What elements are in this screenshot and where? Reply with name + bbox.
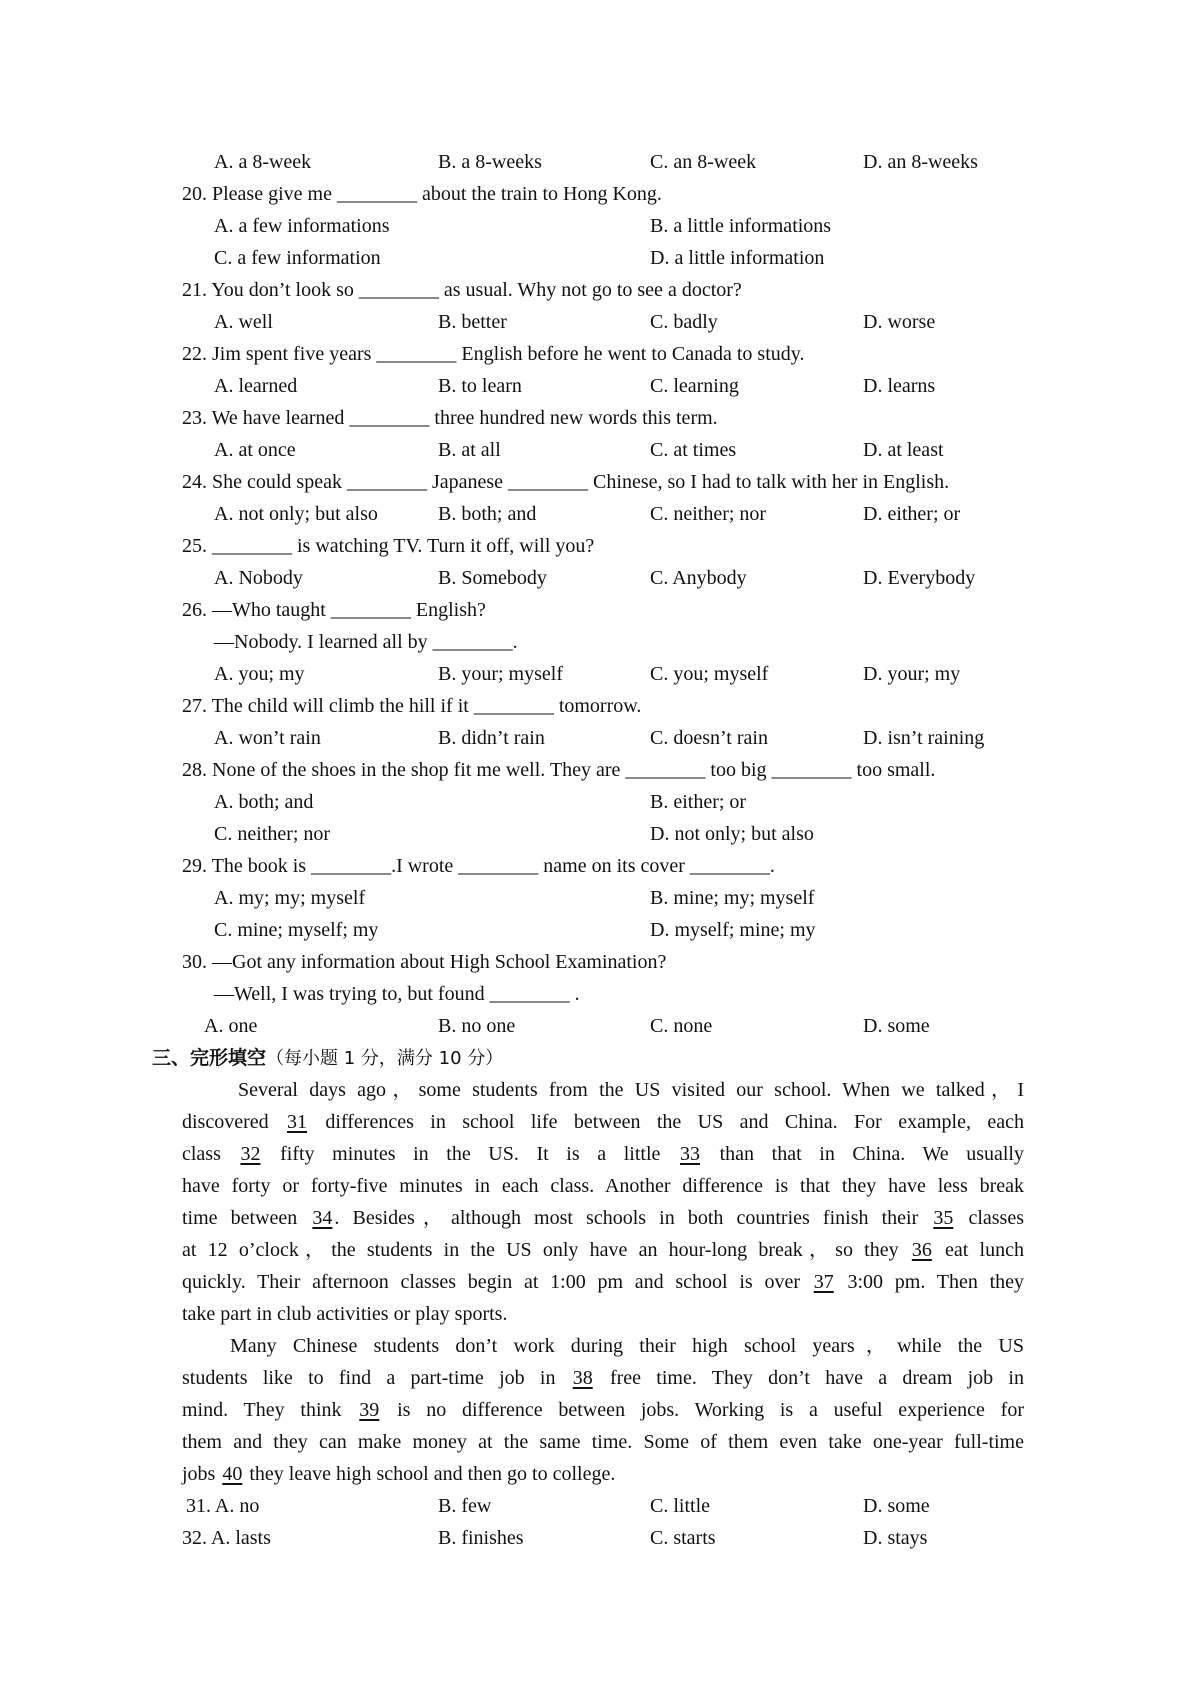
- option-d: D. learns: [863, 375, 936, 397]
- option-b: B. either; or: [650, 791, 747, 813]
- passage-text: fifty minutes in the US. It is a little: [262, 1143, 679, 1165]
- option-d: D. stays: [863, 1527, 928, 1549]
- option-b: B. to learn: [438, 375, 522, 397]
- option-d: D. either; or: [863, 503, 961, 525]
- question-26-options: [214, 658, 1020, 690]
- blank-40: 40: [222, 1463, 243, 1485]
- question-23-options: [214, 434, 1020, 466]
- question-30-stem-reply: —Well, I was trying to, but found ________ .: [214, 983, 580, 1005]
- blank-31: 31: [287, 1111, 308, 1133]
- option-b: B. Somebody: [438, 567, 547, 589]
- passage-line: [182, 1458, 1024, 1490]
- question-24-stem: 24. She could speak ________ Japanese ________ Chinese, so I had to talk with her in English.: [182, 471, 950, 493]
- blank-35: 35: [933, 1207, 954, 1229]
- question-22-stem: 22. Jim spent five years ________ English before he went to Canada to study.: [182, 343, 805, 365]
- option-b: B. your; myself: [438, 663, 563, 685]
- option-c: C. none: [650, 1015, 713, 1037]
- question-29-options-row1: [214, 882, 1020, 914]
- option-c: C. an 8-week: [650, 151, 757, 173]
- question-26-stem-reply: —Nobody. I learned all by ________.: [214, 631, 518, 653]
- question-24-options: [214, 498, 1020, 530]
- cloze-31-options: [186, 1490, 1020, 1522]
- section-note: （每小题 1 分，满分 10 分）: [266, 1048, 504, 1069]
- passage-text: eat lunch: [933, 1239, 1024, 1261]
- blank-36: 36: [911, 1239, 932, 1261]
- option-b: B. mine; my; myself: [650, 887, 815, 909]
- option-b: B. a 8-weeks: [438, 151, 542, 173]
- question-30-stem: 30. —Got any information about High School Examination?: [182, 951, 667, 973]
- passage-text: 3:00 pm. Then they: [835, 1271, 1025, 1293]
- passage-text: quickly. Their afternoon classes begin at 1:00 pm and school is over: [182, 1271, 812, 1293]
- question-21-stem: 21. You don’t look so ________ as usual. Why not go to see a doctor?: [182, 279, 742, 301]
- passage-text: time between: [182, 1207, 311, 1229]
- passage-text: free time. They don’t have a dream job in: [594, 1367, 1024, 1389]
- option-a: A. won’t rain: [214, 727, 321, 749]
- option-b: B. few: [438, 1495, 492, 1517]
- question-25-options: [214, 562, 1020, 594]
- passage-line: [182, 1138, 1024, 1170]
- question-20-options-row1: [214, 210, 1020, 242]
- option-c: C. you; myself: [650, 663, 769, 685]
- option-b: B. both; and: [438, 503, 537, 525]
- option-d: D. a little information: [650, 247, 825, 269]
- passage-line: have forty or forty-five minutes in each class. Another difference is that they have less break: [182, 1175, 1024, 1197]
- option-a: A. my; my; myself: [214, 887, 366, 909]
- blank-38: 38: [572, 1367, 593, 1389]
- passage-text: jobs: [182, 1463, 221, 1485]
- option-d: D. your; my: [863, 663, 961, 685]
- passage-line: Several days ago，some students from the US visited our school. When we talked，I: [238, 1079, 1024, 1101]
- question-26-stem: 26. —Who taught ________ English?: [182, 599, 486, 621]
- blank-34: 34: [312, 1207, 333, 1229]
- question-20-stem: 20. Please give me ________ about the train to Hong Kong.: [182, 183, 662, 205]
- option-d: D. some: [863, 1495, 930, 1517]
- passage-text: class: [182, 1143, 239, 1165]
- option-d: D. at least: [863, 439, 944, 461]
- question-20-options-row2: [214, 242, 1020, 274]
- passage-text: than that in China. We usually: [702, 1143, 1024, 1165]
- question-28-options-row2: [214, 818, 1020, 850]
- question-21-options: [214, 306, 1020, 338]
- option-b: B. didn’t rain: [438, 727, 545, 749]
- passage-line: [182, 1266, 1024, 1298]
- q19-options: [214, 146, 1020, 178]
- option-d: D. Everybody: [863, 567, 976, 589]
- question-27-options: [214, 722, 1020, 754]
- question-29-stem: 29. The book is ________.I wrote ________ name on its cover ________.: [182, 855, 775, 877]
- question-28-stem: 28. None of the shoes in the shop fit me well. They are ________ too big ________ too small.: [182, 759, 936, 781]
- option-a: A. a 8-week: [214, 151, 312, 173]
- passage-line: [182, 1394, 1024, 1426]
- blank-39: 39: [359, 1399, 380, 1421]
- passage-line: [182, 1106, 1024, 1138]
- option-c: C. neither; nor: [650, 503, 767, 525]
- option-b: B. no one: [438, 1015, 516, 1037]
- option-c: C. at times: [650, 439, 737, 461]
- passage-text: they leave high school and then go to college.: [244, 1463, 616, 1485]
- option-b: B. finishes: [438, 1527, 524, 1549]
- option-a: A. at once: [214, 439, 296, 461]
- option-a: A. well: [214, 311, 273, 333]
- option-a: A. a few informations: [214, 215, 390, 237]
- option-b: B. at all: [438, 439, 501, 461]
- option-c: C. mine; myself; my: [214, 919, 379, 941]
- question-25-stem: 25. ________ is watching TV. Turn it off, will you?: [182, 535, 595, 557]
- option-a: A. you; my: [214, 663, 305, 685]
- option-c: C. neither; nor: [214, 823, 331, 845]
- passage-text: is no difference between jobs. Working is a useful experience for: [381, 1399, 1024, 1421]
- question-30-options: [204, 1010, 1010, 1042]
- passage-text: at 12 o’clock，the students in the US only have an hour-long break，so they: [182, 1239, 910, 1261]
- option-a: A. Nobody: [214, 567, 303, 589]
- option-b: B. a little informations: [650, 215, 832, 237]
- option-c: C. a few information: [214, 247, 381, 269]
- option-c: C. starts: [650, 1527, 716, 1549]
- passage-line: [182, 1234, 1024, 1266]
- option-a: A. not only; but also: [214, 503, 378, 525]
- question-28-options-row1: [214, 786, 1020, 818]
- passage-line: [182, 1202, 1024, 1234]
- option-d: D. worse: [863, 311, 936, 333]
- blank-33: 33: [680, 1143, 701, 1165]
- passage-line: take part in club activities or play sports.: [182, 1303, 508, 1325]
- option-d: D. some: [863, 1015, 930, 1037]
- blank-37: 37: [813, 1271, 834, 1293]
- option-c: C. badly: [650, 311, 718, 333]
- option-c: C. doesn’t rain: [650, 727, 768, 749]
- option-a: 31. A. no: [186, 1495, 260, 1517]
- cloze-32-options: [182, 1522, 1020, 1554]
- passage-text: students like to find a part-time job in: [182, 1367, 571, 1389]
- section-heading: [152, 1042, 503, 1074]
- passage-text: mind. They think: [182, 1399, 358, 1421]
- blank-32: 32: [240, 1143, 261, 1165]
- option-d: D. myself; mine; my: [650, 919, 816, 941]
- passage-text: classes: [955, 1207, 1024, 1229]
- option-a: A. both; and: [214, 791, 314, 813]
- option-a: A. one: [204, 1015, 258, 1037]
- passage-text: differences in school life between the US and China. For example, each: [309, 1111, 1024, 1133]
- option-d: D. isn’t raining: [863, 727, 985, 749]
- option-c: C. learning: [650, 375, 739, 397]
- passage-line: them and they can make money at the same time. Some of them even take one-year full-time: [182, 1431, 1024, 1453]
- section-title: 三、完形填空: [152, 1047, 267, 1069]
- option-d: D. an 8-weeks: [863, 151, 978, 173]
- option-a: A. learned: [214, 375, 298, 397]
- option-b: B. better: [438, 311, 507, 333]
- option-c: C. Anybody: [650, 567, 747, 589]
- passage-line: Many Chinese students don’t work during their high school years，while the US: [230, 1335, 1024, 1357]
- option-a: 32. A. lasts: [182, 1527, 271, 1549]
- question-27-stem: 27. The child will climb the hill if it ________ tomorrow.: [182, 695, 642, 717]
- question-22-options: [214, 370, 1020, 402]
- passage-line: [182, 1362, 1024, 1394]
- option-c: C. little: [650, 1495, 710, 1517]
- passage-text: discovered: [182, 1111, 286, 1133]
- option-d: D. not only; but also: [650, 823, 814, 845]
- question-29-options-row2: [214, 914, 1020, 946]
- passage-text: . Besides，although most schools in both countries finish their: [334, 1207, 932, 1229]
- question-23-stem: 23. We have learned ________ three hundred new words this term.: [182, 407, 718, 429]
